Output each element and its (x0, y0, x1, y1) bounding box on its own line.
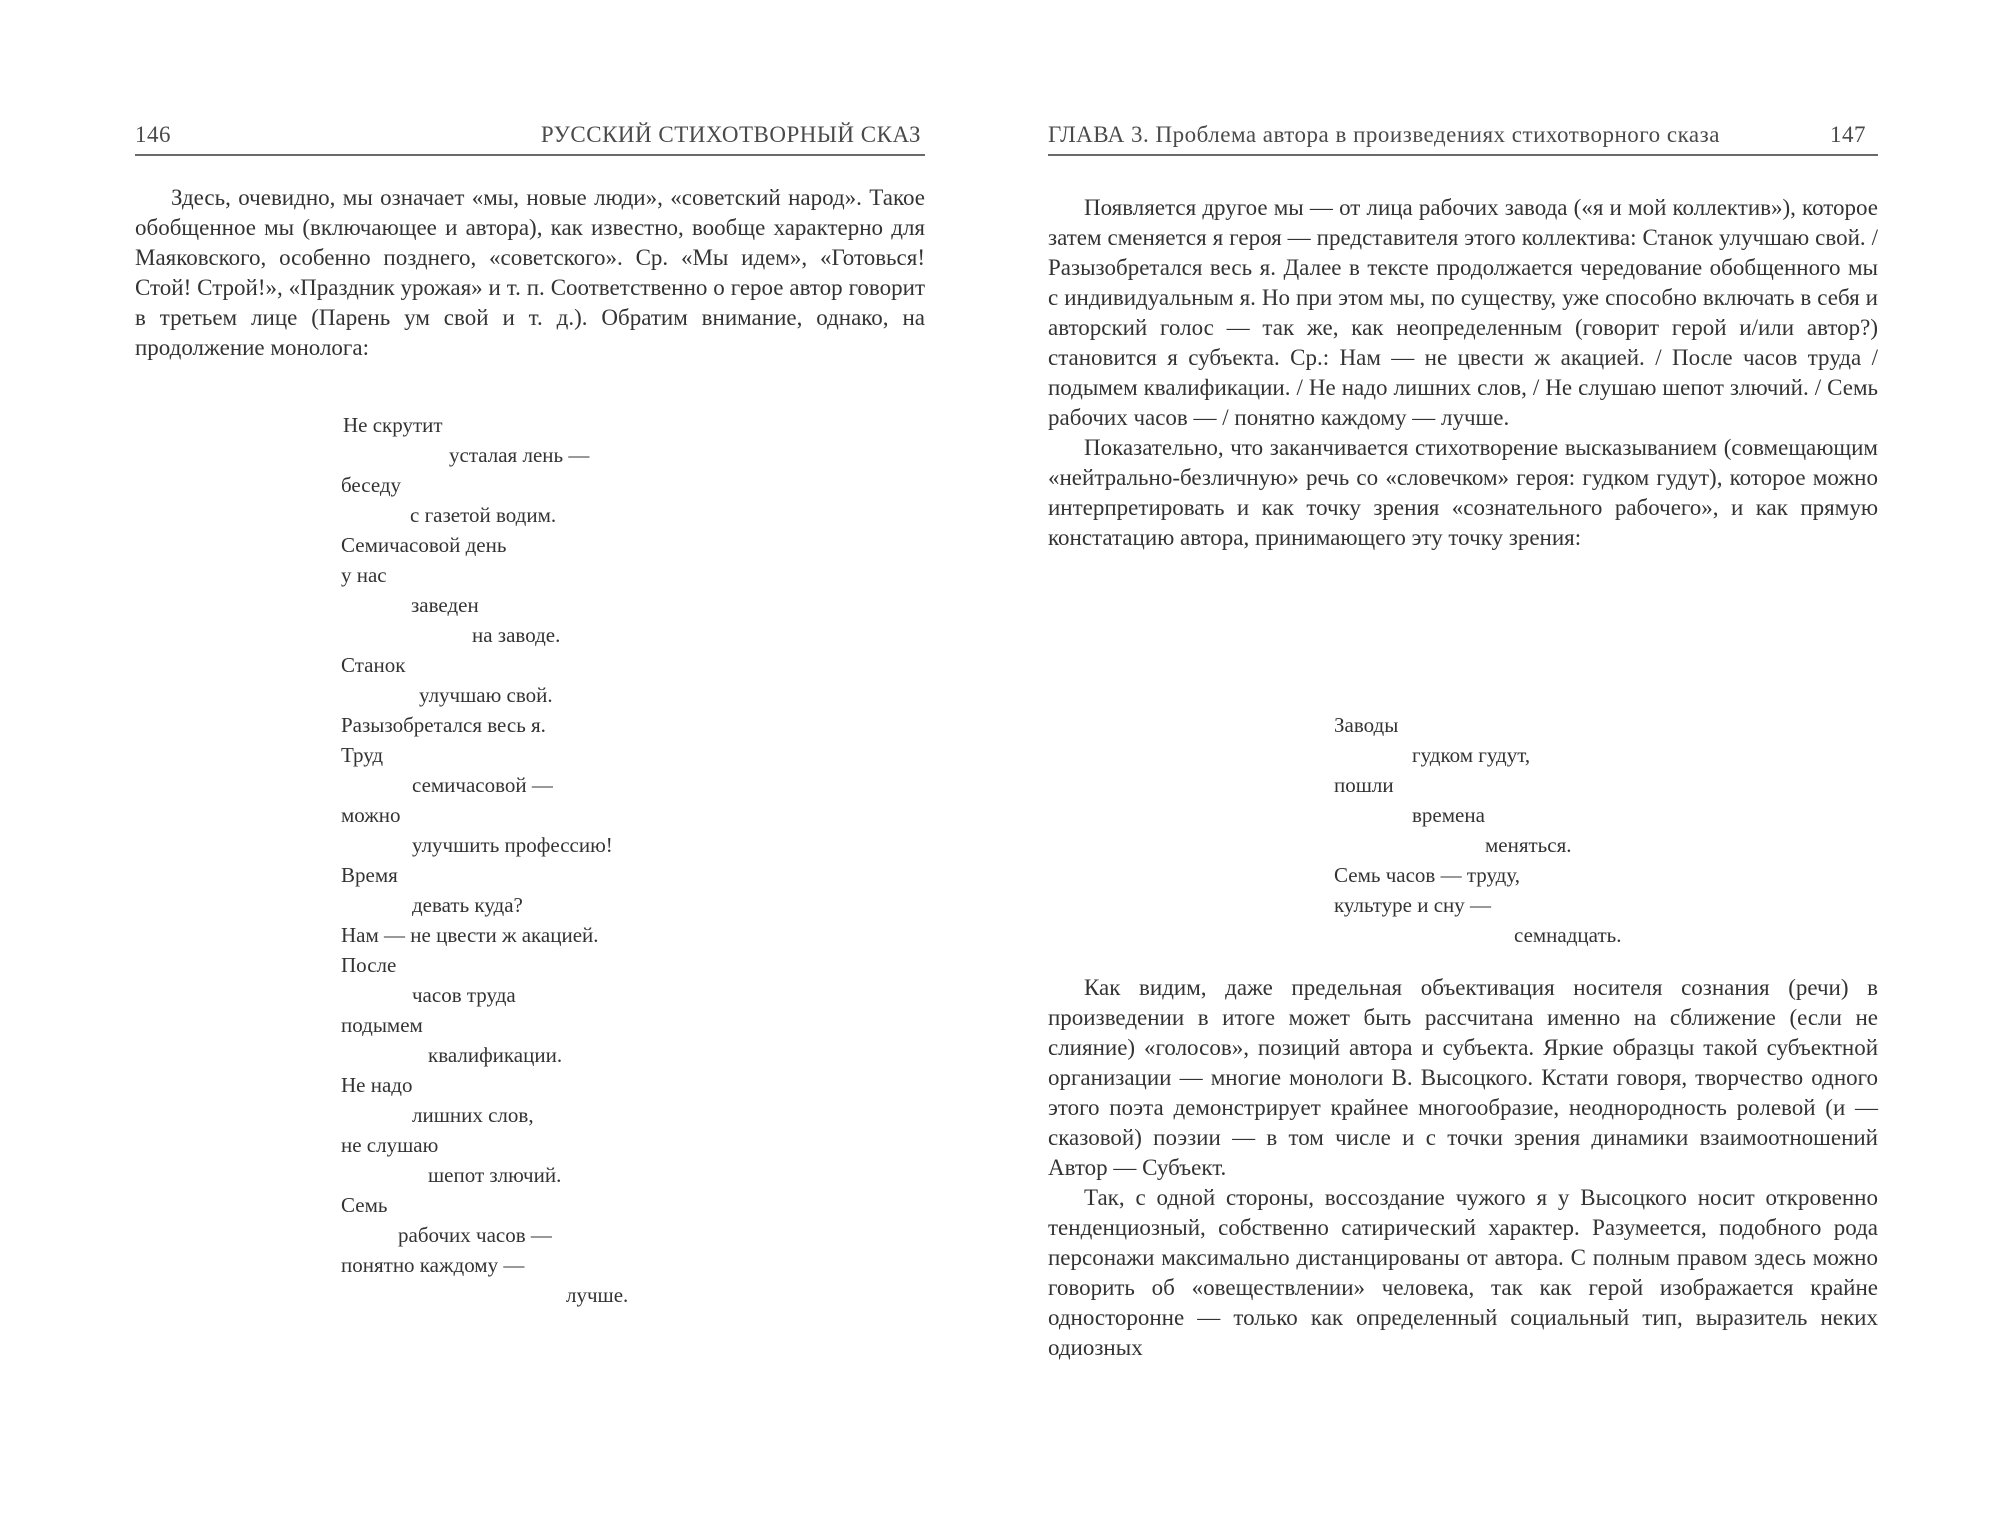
poem-line: Станок (341, 653, 406, 677)
right-paragraph-1: Появляется другое мы — от лица рабочих завода («я и мой коллектив»), которое затем сменяется я героя — представителя этого коллектива: Станок улучшаю свой. / Разызобретался весь я. Далее в тексте продолжается чередование обобщенного мы с индивидуальным я. Но при этом мы, по существу, уже способно включать в себя и авторский голос — так же, как неопределенным (говорит герой и/или автор?) становится я субъекта. Ср.: Нам — не цвести ж акацией. / После часов труда / подымем квалификации. / Не надо лишних слов, / Не слушаю шепот злючий. / Семь рабочих часов — / понятно каждому — лучше. (1048, 195, 1878, 430)
poem-line: Труд (341, 743, 384, 767)
poem-line: усталая лень — (449, 443, 590, 467)
right-bottom-text (1048, 973, 1878, 1363)
poem-line: подымем (341, 1013, 423, 1037)
poem-line: Не надо (341, 1073, 413, 1097)
poem-line: семичасовой — (412, 773, 553, 797)
right-paragraph-3: Как видим, даже предельная объективация носителя сознания (речи) в произведении в итоге может быть рассчитана именно на сближение (если не слияние) «голосов», позиций автора и субъекта. Яркие образцы такой субъектной организации — многие монологи В. Высоцкого. Кстати говоря, творчество одного этого поэта демонстрирует крайнее многообразие, неоднородность ролевой (и — сказовой) поэзии — в том числе и с точки зрения динамики взаимоотношений Автор — Субъект. (1048, 975, 1878, 1180)
poem-line: Нам — не цвести ж акацией. (341, 923, 599, 947)
poem-line: лучше. (566, 1283, 629, 1307)
poem-line: рабочих часов — (398, 1223, 552, 1247)
left-page-number: 146 (135, 122, 171, 147)
right-paragraph-4: Так, с одной стороны, воссоздание чужого я у Высоцкого носит откровенно тенденциозный, собственно сатирический характер. Разумеется, подобного рода персонажи максимально дистанцированы от автора. С полным правом здесь можно говорить об «овеществлении» человека, так как герой изображается крайне односторонне — только как определенный социальный тип, выразитель неких одиозных (1048, 1185, 1878, 1360)
poem-line: улучшаю свой. (419, 683, 553, 707)
poem-line: Разызобретался весь я. (341, 713, 546, 737)
poem-line: на заводе. (472, 623, 561, 647)
poem-line: Время (341, 863, 398, 887)
poem-line: Заводы (1334, 713, 1399, 737)
poem-line: девать куда? (412, 893, 523, 917)
poem-line: часов труда (412, 983, 516, 1007)
poem-line: семнадцать. (1514, 923, 1622, 947)
poem-line: времена (1412, 803, 1485, 827)
poem-line: можно (341, 803, 401, 827)
poem-line: квалификации. (428, 1043, 563, 1067)
right-page-number: 147 (1830, 122, 1866, 147)
poem-line: у нас (341, 563, 387, 587)
poem-line: шепот злючий. (428, 1163, 562, 1187)
poem-line: Семь часов — труду, (1334, 863, 1520, 887)
poem-line: пошли (1334, 773, 1394, 797)
poem-line: улучшить профессию! (412, 833, 613, 857)
poem-line: не слушаю (341, 1133, 439, 1157)
poem-line: гудком гудут, (1412, 743, 1531, 767)
poem-line: культуре и сну — (1334, 893, 1492, 917)
poem-line: Не скрутит (343, 413, 443, 437)
poem-line: понятно каждому — (341, 1253, 525, 1277)
right-running-title: ГЛАВА 3. Проблема автора в произведениях стихотворного сказа (1048, 122, 1720, 147)
poem-line: Семь (341, 1193, 388, 1217)
left-running-title: РУССКИЙ СТИХОТВОРНЫЙ СКАЗ (540, 122, 921, 147)
poem-line: заведен (411, 593, 479, 617)
poem-line: Семичасовой день (341, 533, 507, 557)
right-page (1000, 0, 2000, 1532)
poem-line: После (341, 953, 397, 977)
poem-line: беседу (341, 473, 402, 497)
poem-line: с газетой водим. (410, 503, 557, 527)
left-intro-paragraph: Здесь, очевидно, мы означает «мы, новые люди», «советский народ». Такое обобщенное мы (включающее и автора), как известно, вообще характерно для Маяковского, особенно позднего, «советского». Ср. «Мы идем», «Готовься! Стой! Строй!», «Праздник урожая» и т. п. Соответственно о герое автор говорит в третьем лице (Парень ум свой и т. д.). Обратим внимание, однако, на продолжение монолога: (135, 185, 925, 360)
right-paragraph-2: Показательно, что заканчивается стихотворение высказыванием (совмещающим «нейтрально-безличную» речь со «словечком» героя: гудком гудут), которое можно интерпретировать и как точку зрения «сознательного рабочего», и как прямую констатацию автора, принимающего эту точку зрения: (1048, 435, 1878, 550)
poem-line: лишних слов, (412, 1103, 534, 1127)
poem-line: меняться. (1485, 833, 1572, 857)
